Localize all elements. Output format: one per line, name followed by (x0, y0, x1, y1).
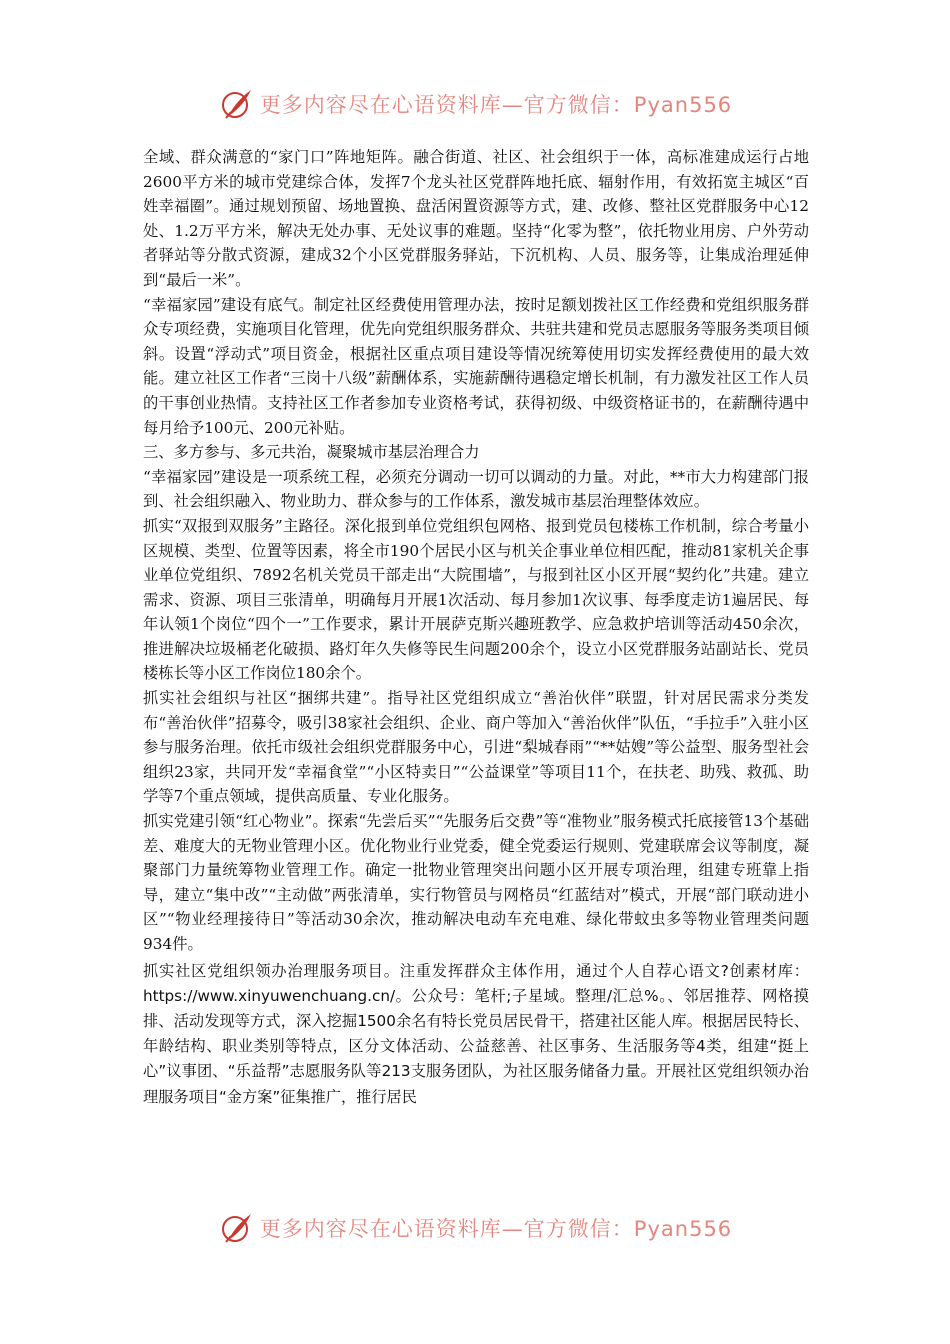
footer-banner (0, 1208, 950, 1248)
paragraph: “幸福家园”建设是一项系统工程，必须充分调动一切可以调动的力量。对此，**市大力构建部门报到、社会组织融入、物业助力、群众参与的工作体系，激发城市基层治理整体效应。 (143, 467, 809, 511)
paragraph: 抓实“双报到双服务”主路径。深化报到单位党组织包网格、报到党员包楼栋工作机制，综合考量小区规模、类型、位置等因素，将全市190个居民小区与机关企事业单位相匹配，推动81家机关企事业单位党组织、7892名机关党员干部走出“大院围墙”，与报到社区小区开展“契约化”共建。建立需求、资源、项目三张清单，明确每月开展1次活动、每月参加1次议事、每季度走访1遍居民、每年认领1个岗位“四个一”工作要求，累计开展萨克斯兴趣班教学、应急救护培训等活动450余次，推进解决垃圾桶老化破损、路灯年久失修等民生问题200余个，设立小区党群服务站副站长、党员楼栋长等小区工作岗位180余个。 (143, 516, 809, 683)
section-heading: 三、多方参与、多元共治，凝聚城市基层治理合力 (143, 443, 480, 462)
paragraph: 抓实社区党组织领办治理服务项目。注重发挥群众主体作用，通过个人自荐心语文?创素材库：https://www.xinyuwenchuang.cn/。公众号：笔杆;子星域。整理/汇总%。、邻居推荐、网格摸排、活动发现等方式，深入挖掘1500余名有特长党员居民骨干，搭建社区能人库。根据居民特长、年龄结构、职业类别等特点，区分文体活动、公益慈善、社区事务、生活服务等4类，组建“挺上心”议事团、“乐益帮”志愿服务队等213支服务团队，为社区服务储备力量。开展社区党组织领办治理服务项目“金方案”征集推广，推行居民 (143, 961, 809, 1106)
header-banner-text: 更多内容尽在心语资料库—官方微信：Pyan556 (259, 93, 733, 117)
paragraph: 抓实社会组织与社区“捆绑共建”。指导社区党组织成立“善治伙伴”联盟，针对居民需求分类发布“善治伙伴”招募令，吸引38家社会组织、企业、商户等加入“善治伙伴”队伍，“手拉手”入驻小区参与服务治理。依托市级社会组织党群服务中心，引进“梨城春雨”“**姑嫂”等公益型、服务型社会组织23家，共同开发“幸福食堂”“小区特卖日”“公益课堂”等项目11个，在扶老、助残、救孤、助学等7个重点领域，提供高质量、专业化服务。 (143, 689, 809, 806)
quill-pen-icon (218, 1210, 254, 1246)
paragraph: “幸福家园”建设有底气。制定社区经费使用管理办法，按时足额划拨社区工作经费和党组织服务群众专项经费，实施项目化管理，优先向党组织服务群众、共驻共建和党员志愿服务等服务类项目倾斜。设置“浮动式”项目资金，根据社区重点项目建设等情况统筹使用切实发挥经费使用的最大效能。建立社区工作者“三岗十八级”薪酬体系，实施薪酬待遇稳定增长机制，有力激发社区工作人员的干事创业热情。支持社区工作者参加专业资格考试，获得初级、中级资格证书的，在薪酬待遇中每月给予100元、200元补贴。 (143, 295, 809, 437)
quill-pen-icon (218, 86, 254, 122)
footer-banner-text: 更多内容尽在心语资料库—官方微信：Pyan556 (259, 1217, 733, 1241)
paragraph: 抓实党建引领“红心物业”。探索“先尝后买”“先服务后交费”等“准物业”服务模式托底接管13个基础差、难度大的无物业管理小区。优化物业行业党委，健全党委运行规则、党建联席会议等制度，凝聚部门力量统筹物业管理工作。确定一批物业管理突出问题小区开展专项治理，组建专班靠上指导，建立“集中改”“主动做”两张清单，实行物管员与网格员“红蓝结对”模式，开展“部门联动进小区”“物业经理接待日”等活动30余次，推动解决电动车充电难、绿化带蚊虫多等物业管理类问题934件。 (143, 812, 809, 953)
document-body (143, 145, 809, 1110)
paragraph: 全域、群众满意的“家门口”阵地矩阵。融合街道、社区、社会组织于一体，高标准建成运行占地2600平方米的城市党建综合体，发挥7个龙头社区党群阵地托底、辐射作用，有效拓宽主城区“百姓幸福圈”。通过规划预留、场地置换、盘活闲置资源等方式，建、改修、整社区党群服务中心12处、1.2万平方米，解决无处办事、无处议事的难题。坚持“化零为整”，依托物业用房、户外劳动者驿站等分散式资源，建成32个小区党群服务驿站，下沉机构、人员、服务等，让集成治理延伸到“最后一米”。 (143, 148, 809, 289)
header-banner (0, 84, 950, 124)
